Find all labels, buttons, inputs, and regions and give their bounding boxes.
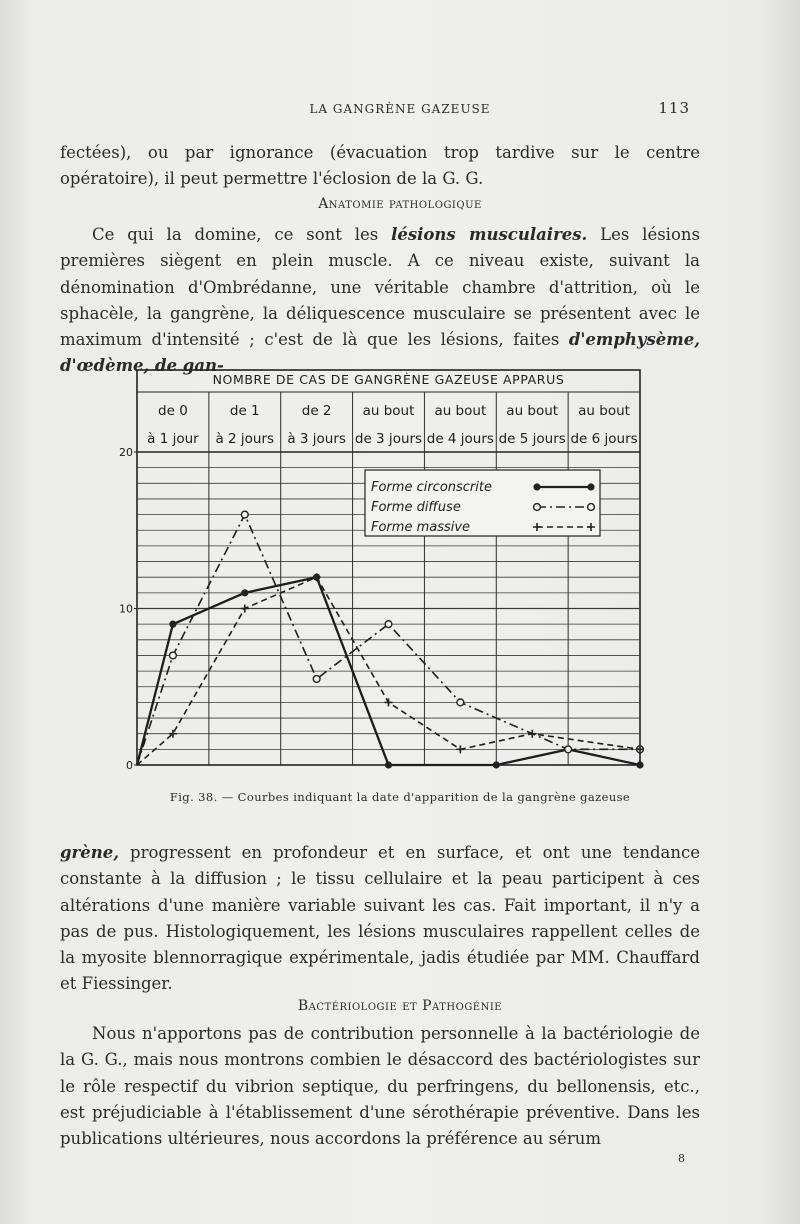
data-point xyxy=(241,605,249,613)
column-label-top: au bout xyxy=(578,403,630,419)
data-point xyxy=(457,699,464,706)
data-point xyxy=(241,511,248,518)
section-title-bacteriologie: Bactériologie et Pathogénie xyxy=(297,998,503,1014)
data-point xyxy=(385,698,393,706)
data-point xyxy=(385,621,392,628)
data-point xyxy=(313,676,320,683)
column-label-bottom: à 1 jour xyxy=(147,431,199,447)
anatomie-emphasis-3: grène, xyxy=(60,843,119,862)
paragraph-top-text: fectées), ou par ignorance (évacuation trop tardive sur le centre opératoire), il peut permettre l'éclosion de la G. G. xyxy=(60,143,700,189)
column-label-top: de 2 xyxy=(301,403,332,419)
legend-marker xyxy=(534,504,541,511)
data-point xyxy=(565,746,572,753)
chart-figure xyxy=(100,360,660,785)
column-label-top: au bout xyxy=(506,403,559,419)
paragraph-anatomie-continued xyxy=(60,840,700,998)
legend-marker xyxy=(533,483,540,490)
data-point xyxy=(313,573,321,581)
figure-caption: Fig. 38. — Courbes indiquant la date d'apparition de la gangrène gazeuse xyxy=(169,790,631,804)
column-label-bottom: à 2 jours xyxy=(215,431,275,447)
paragraph-bacteriologie xyxy=(60,1021,700,1152)
data-point xyxy=(456,745,464,753)
column-label-bottom: de 5 jours xyxy=(498,431,566,447)
paragraph-anatomie xyxy=(60,222,700,380)
y-tick-label: 20 xyxy=(119,446,133,459)
data-point xyxy=(528,730,536,738)
anatomie-emphasis-1: lésions musculaires. xyxy=(391,225,588,244)
anatomie-text-1: Ce qui la domine, ce sont les xyxy=(92,225,392,244)
column-label-bottom: de 6 jours xyxy=(570,431,638,447)
column-label-bottom: à 3 jours xyxy=(287,431,346,447)
running-title: LA GANGRÈNE GAZEUSE xyxy=(309,102,491,116)
legend-label: Forme diffuse xyxy=(371,500,461,515)
column-label-top: au bout xyxy=(434,403,487,419)
signature-mark: 8 xyxy=(678,1152,685,1165)
chart-title: NOMBRE DE CAS DE GANGRÈNE GAZEUSE APPARUS xyxy=(212,372,565,387)
legend-marker xyxy=(587,483,594,490)
column-label-bottom: de 3 jours xyxy=(354,431,423,447)
anatomie-emphasis-2: d'emphysème, d'œdème, de gan- xyxy=(60,330,700,376)
column-label-bottom: de 4 jours xyxy=(426,431,494,447)
data-point xyxy=(170,652,177,659)
anatomie-text-3: progressent en profondeur et en surface, et ont une tendance constante à la diffusion ; le tissu cellulaire et la peau participent à ces altérations d'une manière variable suivant les cas. Fait important, il n'y a pas de pus. Histologiquement, les lésions musculaires rappellent celles de la myosite blennorragique expérimentale, jadis étudiée par MM. Chauffard et Fiessinger. xyxy=(60,843,700,994)
y-tick-label: 10 xyxy=(119,602,133,616)
data-point xyxy=(241,589,248,596)
data-point xyxy=(493,761,500,768)
section-title-anatomie: Anatomie pathologique xyxy=(318,196,482,212)
legend-marker xyxy=(588,504,595,511)
bacteriologie-text: Nous n'apportons pas de contribution personnelle à la bactériologie de la G. G., mais nous montrons combien le désaccord des bactériologistes sur le rôle respectif du vibrion septique, du perfringens, du bellonensis, etc., est préjudiciable à l'établissement d'une sérothérapie préventive. Dans les publications ultérieures, nous accordons la préférence au sérum xyxy=(60,1024,700,1149)
data-point xyxy=(385,761,392,768)
paragraph-top xyxy=(60,140,700,193)
data-point xyxy=(636,761,643,768)
column-label-top: de 0 xyxy=(158,403,188,419)
column-label-top: au bout xyxy=(362,403,415,419)
legend-label: Forme circonscrite xyxy=(371,480,492,495)
data-point xyxy=(169,621,176,628)
y-tick-label: 0 xyxy=(126,759,133,772)
anatomie-text-2: Les lésions premières siègent en plein muscle. A ce niveau existe, suivant la dénomination d'Ombrédanne, une véritable chambre d'attrition, où le sphacèle, la gangrène, la déliquescence musculaire se présentent avec le maximum d'intensité ; c'est de là que les lésions, faites xyxy=(60,225,700,350)
legend-label: Forme massive xyxy=(371,520,471,535)
column-label-top: de 1 xyxy=(229,403,260,419)
page-number: 113 xyxy=(658,99,690,117)
